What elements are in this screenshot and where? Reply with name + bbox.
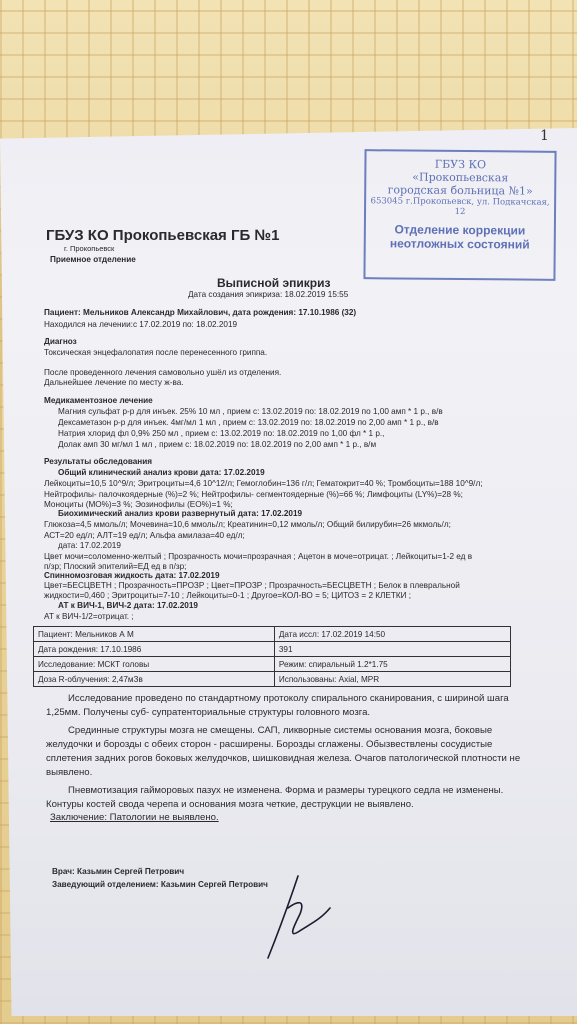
biochem-title: Биохимический анализ крови развернутый дата: 17.02.2019	[58, 509, 303, 518]
stamp-line-4: 653045 г.Прокопьевск, ул. Подкачская, 12	[370, 196, 550, 218]
table-cell: 391	[274, 642, 510, 657]
stamp-line-6: неотложных состояний	[389, 236, 530, 252]
table-cell: Исследование: МСКТ головы	[34, 657, 275, 672]
cbc-line: Лейкоциты=10,5 10^9/л; Эритроциты=4,6 10^12/л; Гемоглобин=136 г/л; Гематокрит=40 %; Тромбоциты=188 10^9/л;	[44, 479, 483, 488]
ct-report-paragraph: Пневмотизация гайморовых пазух не изменена. Форма и размеры турецкого седла не изменены. Контуры костей свода черепа и основания мозга четкие, деструкции не выявлено.	[46, 785, 504, 810]
treatment-item: Долак амп 30 мг/мл 1 мл , прием с: 18.02.2019 по: 18.02.2019 по 2,00 амп * 1 р., в/м	[58, 440, 377, 449]
treatment-heading: Медикаментозное лечение	[44, 396, 153, 405]
diagnosis-text: Токсическая энцефалопатия после перенесенного гриппа.	[44, 348, 268, 357]
cbc-title: Общий клинический анализ крови дата: 17.02.2019	[58, 468, 265, 477]
cbc-line: Моноциты (МО%)=3 %; Эозинофилы (EO%)=1 %;	[44, 500, 233, 509]
discharge-note: После проведенного лечения самовольно ушёл из отделения.	[44, 368, 282, 377]
organization-city: г. Прокопьевск	[64, 244, 115, 253]
table-row	[34, 672, 511, 687]
cbc-line: Нейтрофилы- палочкоядерные (%)=2 %; Нейтрофилы- сегментоядерные (%)=66 %; Лимфоциты (LY%)=28 %;	[44, 490, 463, 499]
signature-mark	[258, 868, 336, 964]
table-row	[34, 627, 511, 642]
table-cell: Использованы: Axial, MPR	[274, 672, 510, 687]
csf-line: жидкости=0,460 ; Эритроциты=7-10 ; Лейкоциты=0-1 ; Другое=КОЛ-ВО = 5; ЦИТОЗ = 2 КЛЕТКИ ;	[44, 591, 412, 600]
page-number: 1	[540, 128, 549, 144]
stamp-line-2: «Прокопьевская	[412, 170, 509, 185]
table-cell: Дата иссл: 17.02.2019 14:50	[274, 627, 510, 642]
organization-name: ГБУЗ КО Прокопьевская ГБ №1	[46, 227, 280, 244]
department-head: Заведующий отделением: Казьмин Сергей Петрович	[52, 880, 268, 889]
department-stamp	[363, 149, 556, 281]
hiv-line: АТ к ВИЧ-1/2=отрицат. ;	[44, 612, 134, 621]
department-name: Приемное отделение	[50, 255, 136, 264]
patient-line: Пациент: Мельников Александр Михайлович, дата рождения: 17.10.1986 (32)	[44, 308, 357, 317]
diagnosis-heading: Диагноз	[44, 337, 77, 346]
table-row	[34, 657, 511, 672]
csf-line: Цвет=БЕСЦВЕТН ; Прозрачность=ПРОЗР ; Цвет=ПРОЗР ; Прозрачность=БЕСЦВЕТН ; Белок в плевральной	[44, 581, 460, 590]
csf-title: Спинномозговая жидкость дата: 17.02.2019	[44, 571, 220, 580]
results-heading: Результаты обследования	[44, 457, 153, 466]
urine-line: Цвет мочи=соломенно-желтый ; Прозрачность мочи=прозрачная ; Ацетон в моче=отрицат. ; Лейкоциты=1-2 ед в	[44, 552, 473, 561]
creation-date: Дата создания эпикриза: 18.02.2019 15:55	[188, 290, 349, 299]
table-cell: Режим: спиральный 1.2*1.75	[274, 657, 510, 672]
stay-dates: Находился на лечении:с 17.02.2019 по: 18.02.2019	[44, 320, 238, 329]
followup-note: Дальнейшее лечение по месту ж-ва.	[44, 378, 184, 387]
table-row	[34, 642, 511, 657]
stamp-line-3: городская больница №1»	[387, 183, 533, 198]
biochem-line: Глюкоза=4,5 ммоль/л; Мочевина=10,6 ммоль/л; Креатинин=0,12 ммоль/л; Общий билирубин=26 мкмоль/л;	[44, 520, 451, 529]
stamp-line-5: Отделение коррекции	[394, 222, 526, 238]
treatment-item: Магния сульфат р-р для инъек. 25% 10 мл , прием с: 13.02.2019 по: 18.02.2019 по 1,00 амп * 1 р., в/в	[58, 407, 443, 416]
ct-info-table	[33, 626, 511, 687]
document-title: Выписной эпикриз	[217, 276, 331, 290]
treatment-item: Дексаметазон р-р для инъек. 4мг/мл 1 мл , прием с: 13.02.2019 по: 18.02.2019 по 2,00 амп * 1 р., в/в	[58, 418, 439, 427]
table-cell: Пациент: Мельников А М	[34, 627, 275, 642]
urine-date: дата: 17.02.2019	[58, 541, 121, 550]
ct-report-paragraph: Срединные структуры мозга не смещены. САП, ликворные системы основания мозга, боковые желудочки и борозды с обеих сторон - расширены. Борозды сглажены. Обызвествлены сосудистые сплетения задних рогов боковых желудочков, шишковидная железа. Очагов патологической плотности не выявлено.	[46, 725, 521, 778]
table-cell: Доза R-облучения: 2,47мЗв	[34, 672, 275, 687]
table-cell: Дата рождения: 17.10.1986	[34, 642, 275, 657]
stamp-line-1: ГБУЗ КО	[434, 157, 487, 172]
ct-report-paragraph: Исследование проведено по стандартному протоколу спирального сканирования, с шириной шага 1,25мм. Получены суб- супратенториальные структуры головного мозга.	[46, 693, 509, 718]
ct-conclusion: Заключение: Патологии не выявлено.	[50, 812, 219, 823]
hiv-title: АТ к ВИЧ-1, ВИЧ-2 дата: 17.02.2019	[58, 601, 198, 610]
doctor-name: Врач: Казьмин Сергей Петрович	[52, 867, 185, 876]
treatment-item: Натрия хлорид фл 0,9% 250 мл , прием с: 13.02.2019 по: 18.02.2019 по 1,00 фл * 1 р.,	[58, 429, 385, 438]
urine-line: п/зр; Плоский эпителий=ЕД ед в п/зр;	[44, 562, 187, 571]
biochem-line: АСТ=20 ед/л; АЛТ=19 ед/л; Альфа амилаза=40 ед/л;	[44, 531, 245, 540]
